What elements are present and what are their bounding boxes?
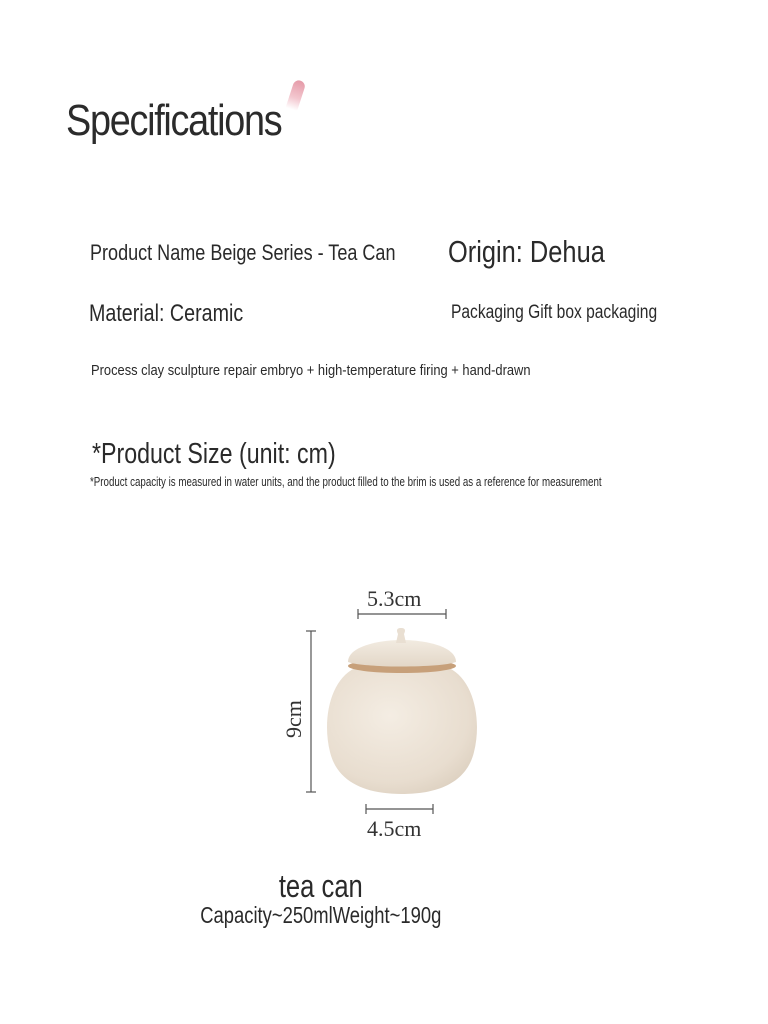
- spec-origin: Origin: Dehua: [448, 234, 605, 269]
- dimension-top-width: 5.3cm: [367, 586, 422, 611]
- jar-body: [327, 668, 477, 794]
- dimension-line-height: [306, 631, 316, 792]
- lid: [348, 640, 456, 667]
- size-heading: *Product Size (unit: cm): [92, 438, 336, 470]
- lid-knob: [396, 628, 406, 643]
- spec-packaging: Packaging Gift box packaging: [451, 302, 658, 323]
- size-note: *Product capacity is measured in water units, and the product filled to the brim is used as a reference for measurement: [90, 475, 602, 489]
- page-title: Specifications: [66, 96, 282, 145]
- spec-process: Process clay sculpture repair embryo + high-temperature firing + hand-drawn: [91, 362, 531, 379]
- dimension-height: 9cm: [281, 700, 306, 738]
- spec-product-name: Product Name Beige Series - Tea Can: [90, 240, 396, 265]
- dimension-line-bottom: [366, 804, 433, 814]
- spec-material: Material: Ceramic: [89, 300, 244, 327]
- product-capacity: Capacity~250mlWeight~190g: [200, 902, 442, 928]
- dimension-bottom-width: 4.5cm: [367, 816, 422, 841]
- product-name: tea can: [278, 868, 363, 904]
